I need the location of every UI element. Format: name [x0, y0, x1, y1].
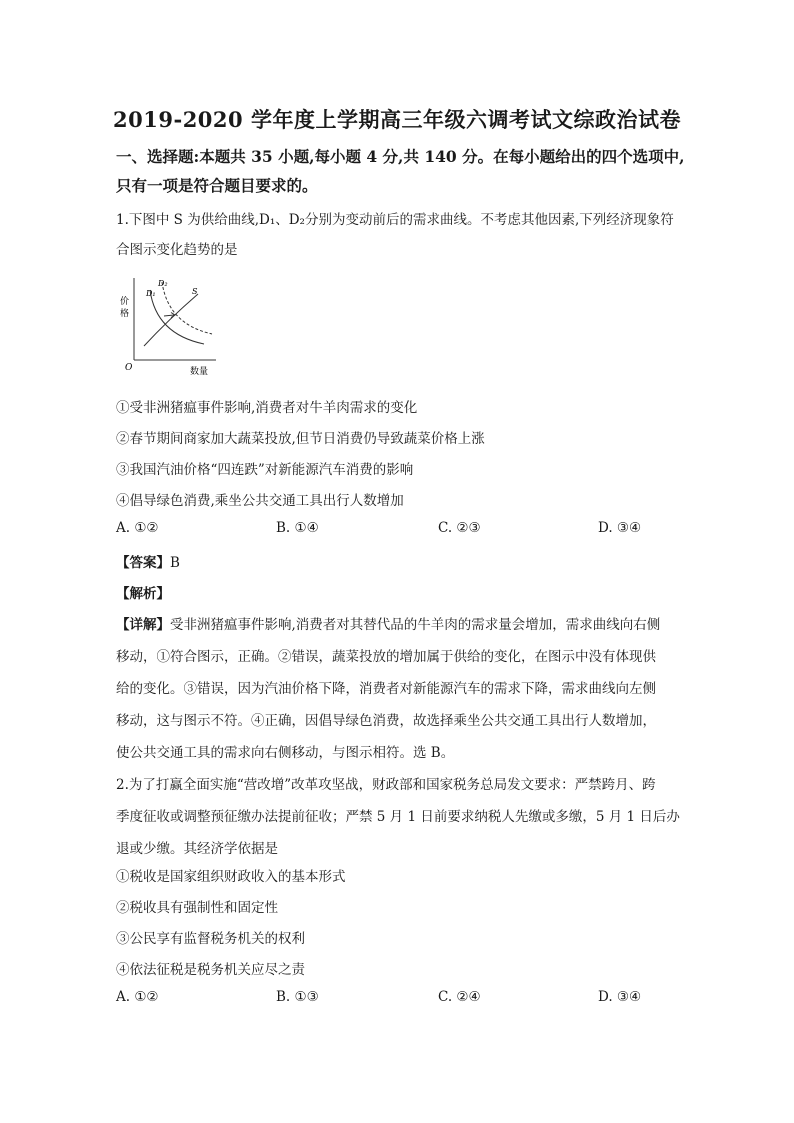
q2-stem-line-3: 退或少缴。其经济学依据是 — [116, 841, 278, 857]
detail-tag: 【详解】 — [116, 617, 170, 633]
q2-item-3: ③公民享有监督税务机关的权利 — [116, 931, 305, 947]
q2-option-a: A. ①② — [116, 989, 159, 1005]
answer-value: B — [170, 555, 180, 571]
q1-option-d: D. ③④ — [598, 520, 642, 536]
q1-answer-line — [116, 551, 180, 571]
page-title: 2019-2020 学年度上学期高三年级六调考试文综政治试卷 — [113, 107, 681, 132]
q2-item-1: ①税收是国家组织财政收入的基本形式 — [116, 869, 346, 885]
y-axis-label-2: 格 — [120, 309, 130, 319]
q1-item-2: ②春节期间商家加大蔬菜投放,但节日消费仍导致蔬菜价格上涨 — [116, 431, 485, 447]
section-heading — [116, 142, 696, 200]
q1-detail-line-5: 使公共交通工具的需求向右侧移动，与图示相符。选 B。 — [116, 745, 455, 761]
q1-option-c: C. ②③ — [438, 520, 481, 536]
answer-tag: 【答案】 — [116, 555, 170, 571]
q2-stem-line-2: 季度征收或调整预征缴办法提前征收；严禁 5 月 1 日前要求纳税人先缴或多缴，5 月 1 日后办 — [116, 809, 680, 825]
q2-item-4: ④依法征税是税务机关应尽之责 — [116, 962, 305, 978]
s-label: S — [192, 287, 198, 296]
q1-option-b: B. ①④ — [276, 520, 319, 536]
q1-detail-line-2: 移动，①符合图示，正确。②错误，蔬菜投放的增加属于供给的变化，在图示中没有体现供 — [116, 649, 656, 665]
y-axis-label-1: 价 — [120, 297, 130, 307]
q2-item-2: ②税收具有强制性和固定性 — [116, 900, 278, 916]
q2-option-c: C. ②④ — [438, 989, 481, 1005]
section-heading-line-2: 只有一项是符合题目要求的。 — [116, 176, 318, 195]
q2-option-d: D. ③④ — [598, 989, 642, 1005]
q2-stem-line-1: 2.为了打赢全面实施“营改增”改革攻坚战，财政部和国家税务总局发文要求：严禁跨月、跨 — [116, 777, 656, 793]
q1-item-4: ④倡导绿色消费,乘坐公共交通工具出行人数增加 — [116, 493, 404, 509]
q1-stem-line-2: 合图示变化趋势的是 — [116, 242, 238, 258]
origin-label: O — [125, 363, 133, 373]
q1-detail-line-3: 给的变化。③错误，因为汽油价格下降，消费者对新能源汽车的需求下降，需求曲线向左侧 — [116, 681, 656, 697]
detail-text-1: 受非洲猪瘟事件影响,消费者对其替代品的牛羊肉的需求量会增加，需求曲线向右侧 — [170, 617, 661, 633]
demand-curve-d2 — [162, 282, 212, 334]
section-heading-line-1: 一、选择题:本题共 35 小题,每小题 4 分,共 140 分。在每小题给出的四个选项中, — [116, 147, 685, 166]
demand-curve-d1 — [150, 290, 204, 344]
d2-label: D₂ — [158, 279, 168, 288]
q2-option-b: B. ①③ — [276, 989, 319, 1005]
q1-stem-line-1: 1.下图中 S 为供给曲线,D₁、D₂分别为变动前后的需求曲线。不考虑其他因素,下列经济现象符 — [116, 212, 674, 228]
q1-item-3: ③我国汽油价格“四连跌”对新能源汽车消费的影响 — [116, 462, 414, 478]
q1-option-a: A. ①② — [116, 520, 159, 536]
q1-detail-line-1 — [116, 613, 660, 633]
q1-item-1: ①受非洲猪瘟事件影响,消费者对牛羊肉需求的变化 — [116, 400, 418, 416]
x-axis-label: 数量 — [190, 367, 209, 377]
shift-arrow — [164, 315, 174, 316]
analysis-tag: 【解析】 — [116, 586, 170, 602]
q1-detail-line-4: 移动，这与图示不符。④正确，因倡导绿色消费，故选择乘坐公共交通工具出行人数增加， — [116, 713, 656, 729]
supply-demand-chart — [112, 272, 222, 380]
d1-label: D₁ — [146, 289, 156, 298]
